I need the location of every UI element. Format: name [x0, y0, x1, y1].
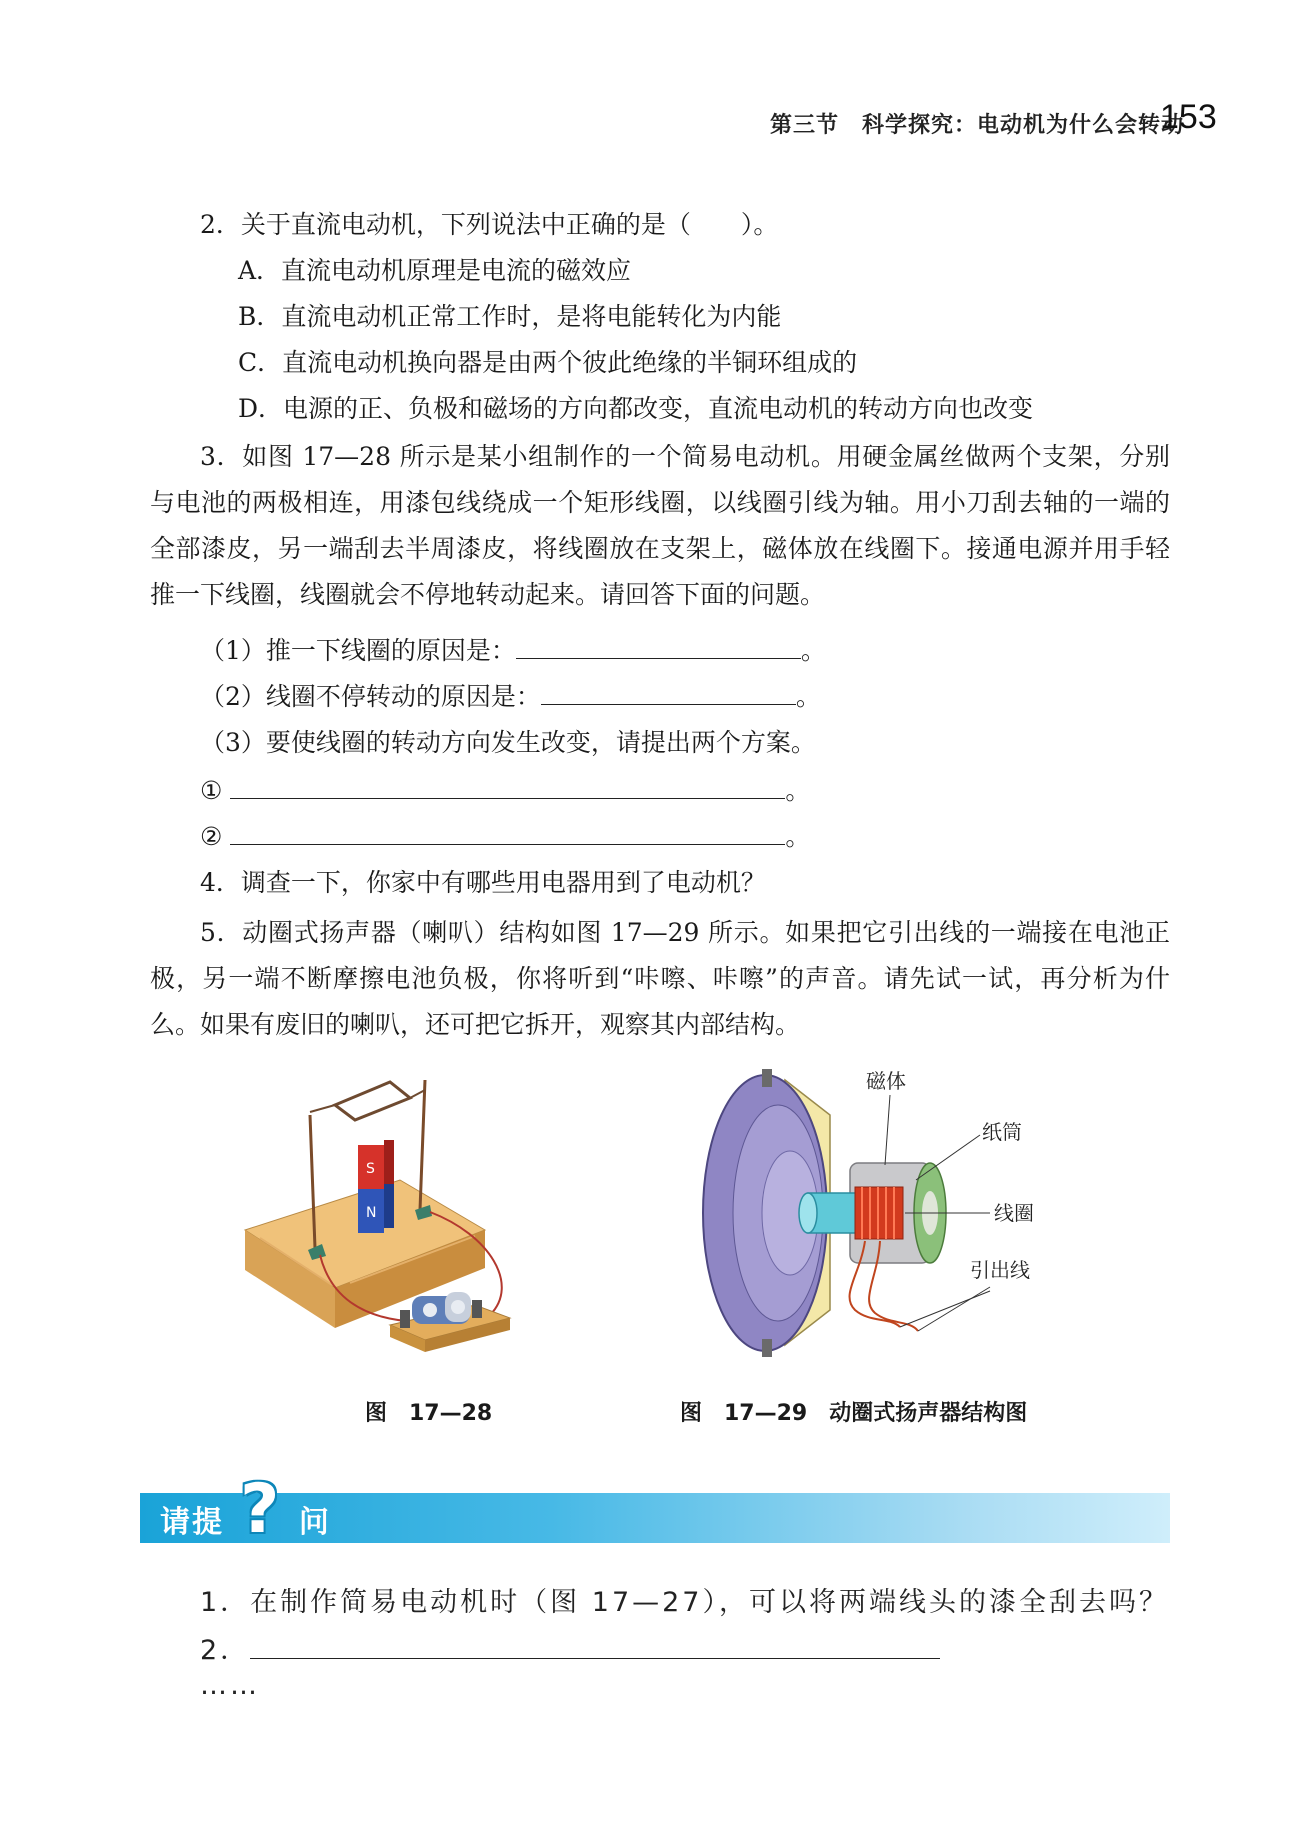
period: 。 — [800, 636, 826, 665]
answer-blank[interactable] — [230, 774, 785, 799]
period: 。 — [795, 682, 821, 711]
answer-blank[interactable] — [516, 634, 801, 659]
q2-option-c: C．直流电动机换向器是由两个彼此绝缘的半铜环组成的 — [238, 348, 858, 377]
q2-option-a: A．直流电动机原理是电流的磁效应 — [238, 256, 632, 285]
period: 。 — [785, 822, 811, 851]
q2-stem: 2．关于直流电动机，下列说法中正确的是（ ）。 — [200, 210, 779, 239]
q3-plan2 — [200, 820, 810, 854]
q3-paragraph: 3．如图 17—28 所示是某小组制作的一个简易电动机。用硬金属丝做两个支架，分别与电池的两极相连，用漆包线绕成一个矩形线圈，以线圈引线为轴。用小刀刮去轴的一端的全部漆皮，另一端刮去半周漆皮，将线圈放在支架上，磁体放在线圈下。接通电源并用手轻推一下线圈，线圈就会不停地转动起来。请回答下面的问题。 — [150, 442, 1170, 609]
q3-sub2 — [200, 680, 821, 714]
ask-question-2-number: 2． — [200, 1635, 251, 1666]
ask-question-2 — [200, 1628, 940, 1667]
speaker-structure-figure — [690, 1055, 1060, 1375]
answer-blank[interactable] — [250, 1636, 940, 1659]
simple-motor-figure — [240, 1060, 570, 1380]
q3-sub1 — [200, 634, 826, 668]
ask-title-left: 请提 — [160, 1505, 224, 1540]
page-number: 153 — [1160, 98, 1217, 136]
label-paper-tube: 纸筒 — [982, 1120, 1022, 1144]
figure-17-29-caption: 图 17—29 动圈式扬声器结构图 — [680, 1401, 1028, 1426]
ask-question-1: 1．在制作简易电动机时（图 17—27），可以将两端线头的漆全刮去吗？ — [200, 1587, 1169, 1618]
plan1-marker: ① — [200, 776, 223, 805]
ask-title-right: 问 — [298, 1505, 331, 1540]
running-header: 第三节 科学探究：电动机为什么会转动 — [770, 113, 1185, 138]
q3-plan1 — [200, 774, 810, 808]
q2-option-d: D．电源的正、负极和磁场的方向都改变，直流电动机的转动方向也改变 — [238, 394, 1034, 423]
answer-blank[interactable] — [230, 820, 785, 845]
q5-paragraph: 5．动圈式扬声器（喇叭）结构如图 17—29 所示。如果把它引出线的一端接在电池正极，另一端不断摩擦电池负极，你将听到“咔嚓、咔嚓”的声音。请先试一试，再分析为什么。如果有废旧的喇叭，还可把它拆开，观察其内部结构。 — [150, 918, 1170, 1039]
magnet-s-label: S — [366, 1161, 375, 1177]
plan2-marker: ② — [200, 822, 223, 851]
label-coil: 线圈 — [994, 1201, 1034, 1225]
label-magnet: 磁体 — [866, 1069, 906, 1093]
ask-ellipsis: …… — [200, 1670, 260, 1701]
q4-text: 4．调查一下，你家中有哪些用电器用到了电动机？ — [200, 868, 766, 897]
q3-sub2-label: （2）线圈不停转动的原因是： — [200, 682, 541, 711]
answer-blank[interactable] — [541, 680, 796, 705]
magnet-n-label: N — [366, 1205, 377, 1221]
q3-sub3: （3）要使线圈的转动方向发生改变，请提出两个方案。 — [200, 728, 816, 757]
q3-sub1-label: （1）推一下线圈的原因是： — [200, 636, 516, 665]
period: 。 — [785, 776, 811, 805]
question-mark-icon: ? — [240, 1470, 280, 1549]
figure-17-28-caption: 图 17—28 — [365, 1401, 493, 1426]
q2-option-b: B．直流电动机正常工作时，是将电能转化为内能 — [238, 302, 782, 331]
label-lead-wire: 引出线 — [970, 1258, 1030, 1282]
